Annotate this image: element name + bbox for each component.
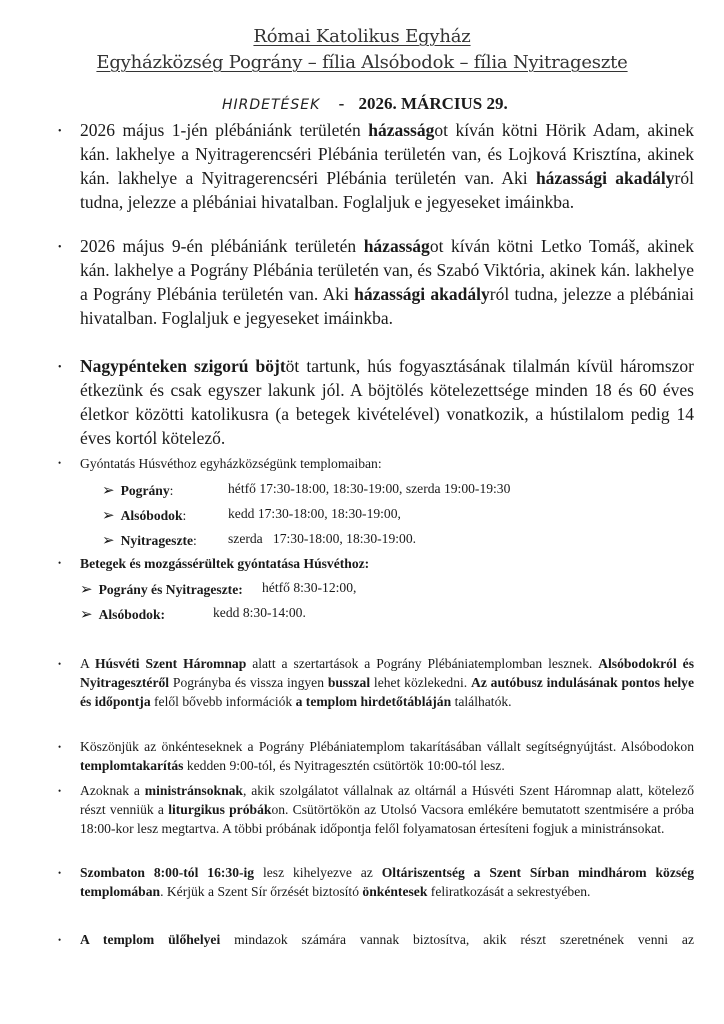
arrow-icon: ➢ — [102, 533, 115, 549]
emphasized-text: önkéntesek — [362, 884, 428, 899]
sick-confession-place: Alsóbodok: — [98, 607, 166, 622]
bullet-icon: • — [58, 126, 62, 137]
bullet-icon: • — [58, 362, 62, 373]
body-text: A — [80, 656, 95, 671]
body-text: Pogrányba és vissza ingyen — [169, 675, 328, 690]
confession-times: hétfő 17:30-18:00, 18:30-19:00, szerda 19:00-19:30 — [228, 481, 511, 496]
title-label: HIRDETÉSEK — [222, 97, 321, 113]
emphasized-text: A templom ülőhelyei — [80, 932, 221, 947]
announcement-seating — [80, 930, 694, 949]
body-text: 2026 május 9-én plébániánk területén — [80, 236, 364, 256]
confession-place: Nyitrageszte — [120, 533, 194, 548]
emphasized-text: házasság — [368, 120, 435, 140]
parish-name-heading: Egyházközség Pográny – fília Alsóbodok – fília Nyitrageszte — [96, 52, 628, 73]
body-text: felől bővebb információk — [150, 694, 296, 709]
announcement-cleaning — [80, 737, 694, 775]
body-text: Köszönjük az önkénteseknek a Pográny Plébániatemplom takarításában vállalt segítségnyújtást. Alsóbodokon — [80, 739, 694, 754]
body-text: alatt a szertartások a Pográny Plébániatemplomban lesznek. — [246, 656, 599, 671]
confession-row-alsobodok: ➢ Alsóbodok: — [102, 508, 187, 524]
emphasized-text: Húsvéti Szent Háromnap — [94, 656, 247, 671]
announcement-altar-servers — [80, 781, 694, 838]
emphasized-text: házasság — [363, 236, 430, 256]
bullet-icon: • — [58, 935, 62, 945]
body-text: on. Csütörtökön az Utolsó Vacsora emlékére bemutatott szentmisére a próba 18:00-kor lesz megtartva. A többi próbának időpontja felől folyamatosan értesíteni fogjuk a ministránsokat. — [80, 802, 695, 836]
body-text: . Kérjük a Szent Sír őrzését biztosító — [160, 884, 363, 899]
sick-confession-row-1 — [80, 580, 243, 599]
announcement-fasting — [80, 354, 694, 450]
body-text: lesz kihelyezve az — [254, 865, 382, 880]
body-text: kedden 9:00-tól, és Nyitragesztén csütörtök 10:00-tól lesz. — [183, 758, 505, 773]
arrow-icon: ➢ — [102, 508, 115, 524]
bullet-icon: • — [58, 868, 62, 878]
body-text: találhatók. — [451, 694, 512, 709]
confession-times: szerda 17:30-18:00, 18:30-19:00. — [228, 531, 417, 546]
church-name-heading: Római Katolikus Egyház — [253, 26, 471, 47]
emphasized-text: Nagypénteken szigorú böjt — [80, 356, 286, 376]
announcement-wedding-1 — [80, 118, 694, 214]
emphasized-text: templomtakarítás — [80, 758, 184, 773]
body-text: Azoknak a — [80, 783, 145, 798]
bullet-icon: • — [58, 558, 62, 568]
emphasized-text: Szombaton 8:00-tól 16:30-ig — [80, 865, 255, 880]
announcement-easter-triduum — [80, 654, 694, 711]
title-date: 2026. MÁRCIUS 29. — [358, 94, 508, 113]
confession-place: Alsóbodok — [120, 508, 183, 523]
emphasized-text: busszal — [327, 675, 371, 690]
emphasized-text: Alsóbodokról és Nyitragesztéről — [80, 656, 694, 690]
arrow-icon: ➢ — [102, 483, 115, 499]
body-text: , akik szolgálatot vállalnak az oltárnál a Húsvéti Szent Háromnap alatt, kötelező részt venniük a — [80, 783, 694, 817]
bullet-icon: • — [58, 742, 62, 752]
body-text: 2026 május 1-jén plébániánk területén — [80, 120, 369, 140]
emphasized-text: házassági akadály — [354, 284, 490, 304]
bullet-icon: • — [58, 786, 62, 796]
emphasized-text: liturgikus próbák — [168, 802, 272, 817]
bullet-icon: • — [58, 659, 62, 669]
body-text: ot kíván kötni Hörik Adam, akinek kán. lakhelye a Nyitragerencséri Plébánia területén van, és Lojková Krisztína, akinek kán. lakhelye a Nyitragerencséri Plébánia területén van. Aki — [80, 120, 694, 188]
emphasized-text: Oltáriszentség a Szent Sírban mindhárom község templomában — [80, 865, 694, 899]
announcement-holy-sepulchre — [80, 863, 694, 901]
arrow-icon: ➢ — [80, 582, 93, 598]
bullet-icon: • — [58, 458, 62, 468]
emphasized-text: a templom hirdetőtábláján — [295, 694, 452, 709]
body-text: mindazok számára vannak biztosítva, akik részt szeretnének venni az — [220, 932, 694, 947]
sick-confession-times: kedd 8:30-14:00. — [213, 605, 306, 620]
body-text: lehet közlekedni. — [370, 675, 472, 690]
body-text: ról tudna, jelezze a plébániai hivatalban. Foglaljuk e jegyeseket imáinkba. — [80, 284, 695, 328]
confession-times: kedd 17:30-18:00, 18:30-19:00, — [228, 506, 401, 521]
sick-confession-place: Pográny és Nyitrageszte: — [98, 582, 243, 597]
confession-intro: Gyóntatás Húsvéthoz egyházközségünk templomaiban: — [80, 456, 382, 471]
sick-confession-intro: Betegek és mozgássérültek gyóntatása Húsvéthoz: — [80, 556, 370, 571]
bullet-icon: • — [58, 242, 62, 253]
sick-confession-row-2 — [80, 605, 165, 624]
body-text: ról tudna, jelezze a plébániai hivatalban. Foglaljuk e jegyeseket imáinkba. — [80, 168, 694, 212]
announcements-title — [222, 94, 508, 114]
emphasized-text: házassági akadály — [535, 168, 675, 188]
body-text: ot kíván kötni Letko Tomáš, akinek kán. lakhelye a Pográny Plébánia területén van, és Szabó Viktória, akinek kán. lakhelye a Pográny Plébánia területén van. Aki — [80, 236, 694, 304]
announcement-wedding-2 — [80, 234, 694, 330]
body-text: feliratkozását a sekrestyében. — [427, 884, 591, 899]
confession-row-nyitrageszte: ➢ Nyitrageszte: — [102, 533, 197, 549]
title-separator: - — [338, 94, 345, 113]
confession-row-pograny: ➢ Pográny: — [102, 483, 174, 499]
emphasized-text: Az autóbusz indulásának pontos helye és időpontja — [80, 675, 694, 709]
sick-confession-times: hétfő 8:30-12:00, — [262, 580, 357, 595]
confession-place: Pográny — [120, 483, 170, 498]
body-text: öt tartunk, hús fogyasztásának tilalmán kívül háromszor étkezünk és csak egyszer lakunk jól. A böjtölés kötelezettsége minden 18 és 60 éves életkor közötti katolikusra (a betegek kivételével) vonatkozik, a hústilalom pedig 14 éves kortól kötelező. — [80, 356, 694, 448]
arrow-icon: ➢ — [80, 607, 93, 623]
emphasized-text: ministránsoknak — [144, 783, 243, 798]
